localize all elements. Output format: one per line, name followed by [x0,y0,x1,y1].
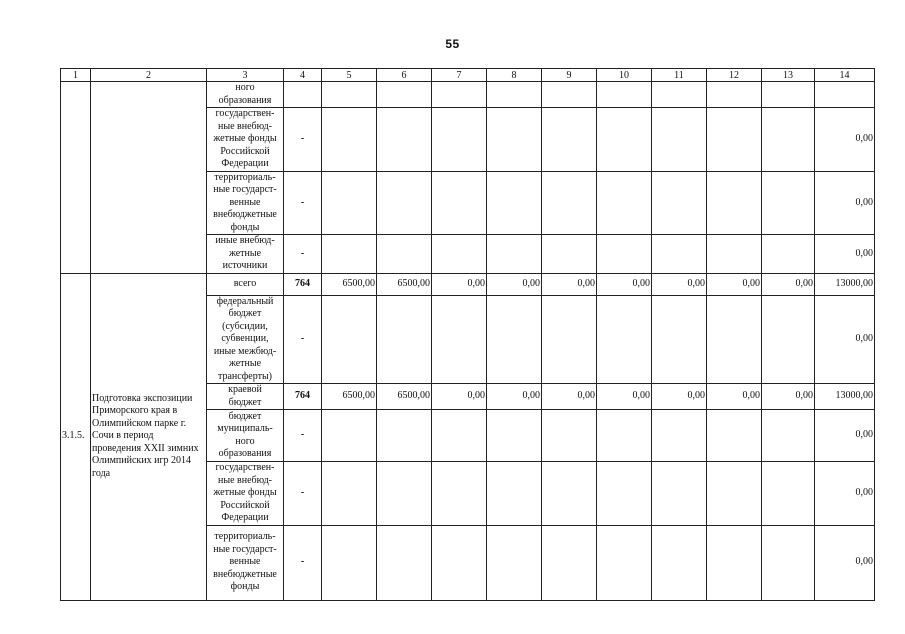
col13-value [762,108,815,172]
col13-value [762,235,815,274]
col6-value [377,462,432,526]
total-value: 0,00 [815,295,875,384]
col9-value: 0,00 [542,273,597,295]
col9-value [542,525,597,600]
total-value [815,82,875,108]
col11-value: 0,00 [652,384,707,410]
col5-value [322,108,377,172]
event-code: 3.1.5. [61,273,91,600]
col12-value: 0,00 [707,273,762,295]
col9-value [542,171,597,235]
total-value: 13000,00 [815,384,875,410]
col6-value [377,410,432,462]
col5-value [322,525,377,600]
col6-value: 6500,00 [377,384,432,410]
col10-value [597,108,652,172]
total-value: 0,00 [815,171,875,235]
header-cell: 14 [815,69,875,82]
event-name: Подготовка экспозиции Приморского края в Олимпийском парке г. Сочи в период проведения XXII зимних Олимпийских игр 2014 года [91,273,207,600]
col7-value: 0,00 [432,384,487,410]
col7-value [432,410,487,462]
col10-value [597,410,652,462]
col11-value: 0,00 [652,273,707,295]
col4-value: 764 [284,384,322,410]
header-cell: 11 [652,69,707,82]
col7-value [432,82,487,108]
col11-value [652,108,707,172]
col4-value: - [284,462,322,526]
col13-value [762,82,815,108]
col12-value [707,171,762,235]
total-value: 0,00 [815,235,875,274]
table-row [61,82,875,108]
col10-value [597,235,652,274]
total-value: 13000,00 [815,273,875,295]
header-cell: 13 [762,69,815,82]
col5-value [322,235,377,274]
col4-value: - [284,410,322,462]
code-cell-blank [61,82,91,274]
col13-value [762,171,815,235]
col4-value: 764 [284,273,322,295]
col10-value [597,462,652,526]
col6-value [377,108,432,172]
col5-value: 6500,00 [322,384,377,410]
col8-value [487,462,542,526]
col12-value [707,410,762,462]
col10-value: 0,00 [597,384,652,410]
col10-value [597,82,652,108]
col6-value [377,525,432,600]
header-row [61,69,875,82]
col8-value [487,525,542,600]
col13-value [762,462,815,526]
col11-value [652,462,707,526]
funding-source-label: ного образования [207,82,284,108]
col6-value: 6500,00 [377,273,432,295]
header-cell: 8 [487,69,542,82]
col10-value [597,295,652,384]
total-value: 0,00 [815,525,875,600]
col9-value [542,462,597,526]
header-cell: 4 [284,69,322,82]
col7-value [432,171,487,235]
col11-value [652,235,707,274]
col12-value [707,82,762,108]
col11-value [652,171,707,235]
col8-value [487,295,542,384]
budget-table [60,68,875,601]
col12-value [707,462,762,526]
col7-value [432,235,487,274]
col7-value [432,462,487,526]
col13-value: 0,00 [762,273,815,295]
col13-value [762,525,815,600]
funding-source-label: всего [207,273,284,295]
col10-value: 0,00 [597,273,652,295]
col11-value [652,410,707,462]
col9-value: 0,00 [542,384,597,410]
col5-value: 6500,00 [322,273,377,295]
funding-source-label: бюджет муниципаль- ного образования [207,410,284,462]
header-cell: 5 [322,69,377,82]
table-row [61,273,875,295]
col13-value [762,295,815,384]
col7-value [432,525,487,600]
col4-value: - [284,295,322,384]
total-value: 0,00 [815,410,875,462]
col6-value [377,295,432,384]
col6-value [377,82,432,108]
col5-value [322,82,377,108]
col8-value [487,410,542,462]
col4-value: - [284,525,322,600]
col8-value [487,108,542,172]
col12-value [707,108,762,172]
total-value: 0,00 [815,108,875,172]
col5-value [322,295,377,384]
col8-value [487,235,542,274]
col8-value [487,82,542,108]
col7-value [432,108,487,172]
col9-value [542,295,597,384]
col6-value [377,171,432,235]
col11-value [652,82,707,108]
header-cell: 12 [707,69,762,82]
col11-value [652,525,707,600]
col6-value [377,235,432,274]
col11-value [652,295,707,384]
col9-value [542,82,597,108]
header-cell: 10 [597,69,652,82]
header-cell: 7 [432,69,487,82]
col5-value [322,410,377,462]
col9-value [542,410,597,462]
funding-source-label: федеральный бюджет (субсидии, субвенции, иные межбюд- жетные трансферты) [207,295,284,384]
funding-source-label: иные внебюд- жетные источники [207,235,284,274]
col10-value [597,525,652,600]
funding-source-label: территориаль- ные государст- венные внебюджетные фонды [207,525,284,600]
header-cell: 3 [207,69,284,82]
header-cell: 9 [542,69,597,82]
col12-value [707,525,762,600]
col4-value [284,82,322,108]
col8-value: 0,00 [487,273,542,295]
col10-value [597,171,652,235]
header-cell: 2 [91,69,207,82]
col9-value [542,235,597,274]
col9-value [542,108,597,172]
funding-source-label: государствен- ные внебюд- жетные фонды Российской Федерации [207,108,284,172]
col4-value: - [284,235,322,274]
col13-value: 0,00 [762,384,815,410]
col12-value: 0,00 [707,384,762,410]
col7-value [432,295,487,384]
col7-value: 0,00 [432,273,487,295]
funding-source-label: государствен- ные внебюд- жетные фонды Российской Федерации [207,462,284,526]
total-value: 0,00 [815,462,875,526]
funding-source-label: территориаль- ные государст- венные внебюджетные фонды [207,171,284,235]
header-cell: 1 [61,69,91,82]
col4-value: - [284,108,322,172]
col5-value [322,462,377,526]
event-name-cell-blank [91,82,207,274]
col8-value: 0,00 [487,384,542,410]
col5-value [322,171,377,235]
col13-value [762,410,815,462]
col12-value [707,295,762,384]
col8-value [487,171,542,235]
header-cell: 6 [377,69,432,82]
col12-value [707,235,762,274]
page-number: 55 [445,37,460,51]
funding-source-label: краевой бюджет [207,384,284,410]
col4-value: - [284,171,322,235]
